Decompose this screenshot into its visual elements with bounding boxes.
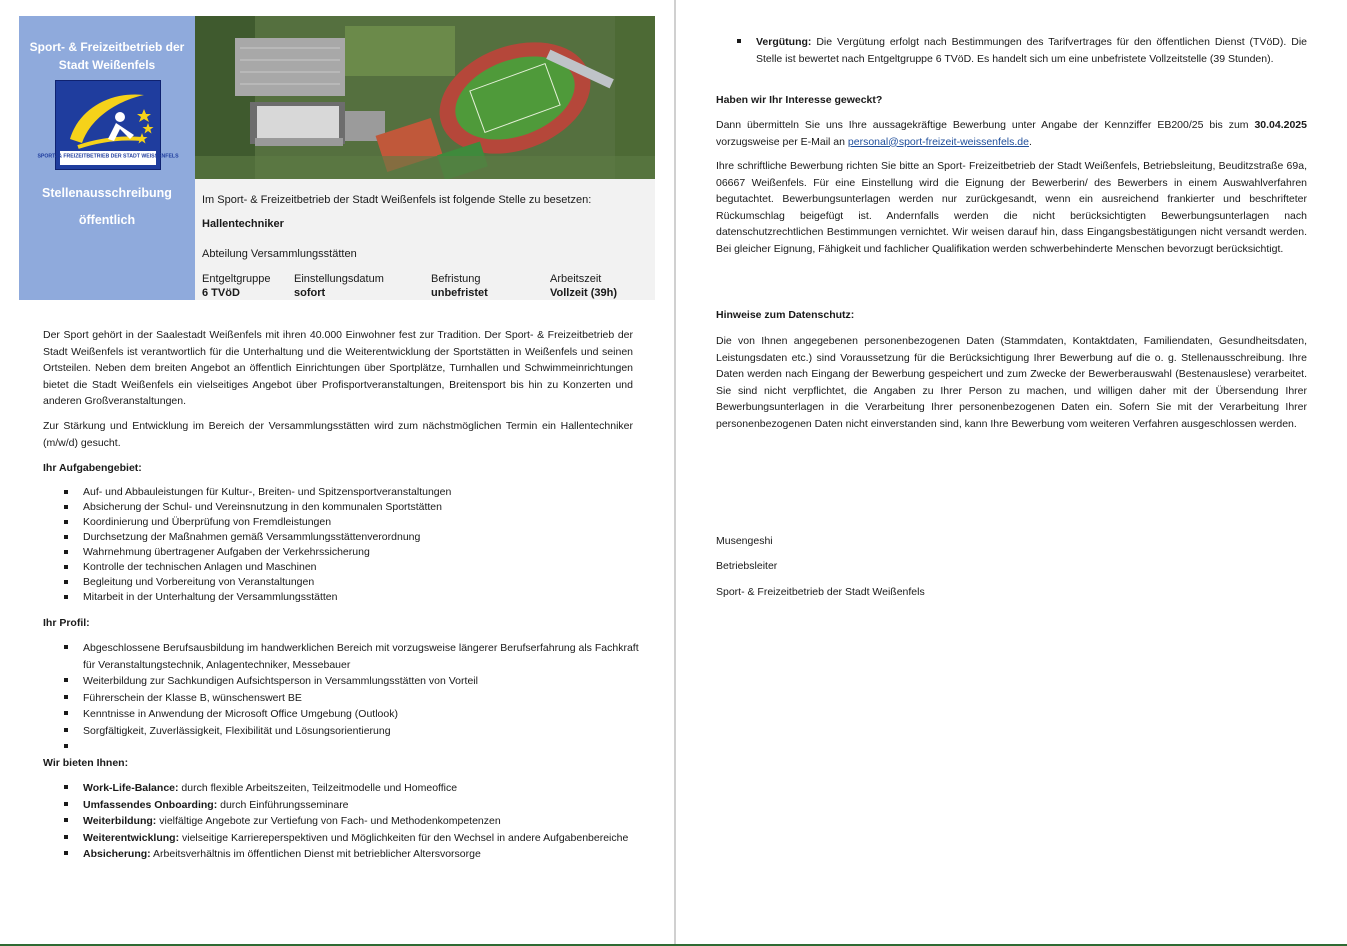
fact-limitation <box>431 272 488 300</box>
offer-text: vielfältige Angebote zur Vertiefung von Fach- und Methodenkompetenzen <box>156 815 501 827</box>
logo-graphic <box>37 81 179 169</box>
offer-text: durch Einführungsseminare <box>217 798 349 811</box>
fact-value: 6 TVöD <box>202 287 240 299</box>
job-department: Abteilung Versammlungsstätten <box>202 248 357 260</box>
tasks-list <box>43 485 643 605</box>
org-name: Sport- & Freizeitbetrieb der Stadt Weißenfels <box>29 40 185 72</box>
fact-label: Befristung <box>431 273 481 285</box>
page-left <box>0 0 674 944</box>
job-info-box <box>195 179 655 300</box>
signature-org: Sport- & Freizeitbetrieb der Stadt Weißenfels <box>716 586 925 598</box>
list-item: Abgeschlossene Berufsausbildung im handwerklichen Bereich mit vorzugsweise längerer Berufserfahrung als Fachkraft für Veranstaltungstechnik, Anlagentechniker, Messebauer <box>43 640 643 673</box>
offer-text: durch flexible Arbeitszeiten, Teilzeitmodelle und Homeoffice <box>178 782 458 794</box>
vacancy-paragraph: Zur Stärkung und Entwicklung im Bereich der Versammlungsstätten wird zum nächstmöglichen Termin ein Hallentechniker (m/w/d) gesucht. <box>43 420 633 449</box>
fact-value: Vollzeit (39h) <box>550 287 618 299</box>
email-link[interactable]: personal@sport-freizeit-weissenfels.de <box>847 135 1029 148</box>
pay-label: Vergütung: <box>756 36 812 48</box>
list-item: Absicherung der Schul- und Vereinsnutzung in den kommunalen Sportstätten <box>43 500 643 515</box>
privacy-heading: Hinweise zum Datenschutz: <box>716 309 855 321</box>
posting-type-line1: Stellenausschreibung <box>42 186 172 200</box>
privacy-paragraph: Die von Ihnen angegebenen personenbezogenen Daten (Stammdaten, Kontaktdaten, Familiendaten, Gesundheitsdaten, Leistungsdaten etc.) sind Voraussetzung für die Berücksichtigung Ihrer Bewerbung auf die o. g. Stellenausschreibung. Ihre Daten werden nach Eingang der Bewerbung gespeichert und zum Zwecke der Bewerberauswahl (Bestenauslese) verarbeitet. Sie sind nicht verpflichtet, die Angaben zu Ihrer Person zu machen, und willigen daher mit der Übersendung Ihrer Bewerbungsunterlagen in die Verarbeitung Ihrer personenbezogenen Daten ein. Sofern Sie mit der Verarbeitung Ihrer personenbezogenen Daten nicht einverstanden sind, kann Ihre Bewerbung vom weiteren Verfahren ausgeschlossen werden. <box>716 335 1307 430</box>
list-item: Sorgfältigkeit, Zuverlässigkeit, Flexibilität und Lösungsorientierung <box>43 723 643 740</box>
offer-label: Work-Life-Balance: <box>83 782 179 794</box>
offer-label: Absicherung: <box>83 848 151 860</box>
list-item: Mitarbeit in der Unterhaltung der Versammlungsstätten <box>43 590 643 605</box>
list-item <box>43 813 633 830</box>
job-title: Hallentechniker <box>202 218 284 230</box>
list-item: Kontrolle der technischen Anlagen und Maschinen <box>43 560 643 575</box>
fact-value: unbefristet <box>431 287 488 299</box>
list-item: Begleitung und Vorbereitung von Veranstaltungen <box>43 575 643 590</box>
offer-text: vielseitige Karriereperspektiven und Möglichkeiten für den Wechsel in andere Aufgabenbereiche <box>179 831 629 844</box>
list-item: Weiterbildung zur Sachkundigen Aufsichtsperson in Versammlungsstätten von Vorteil <box>43 673 643 690</box>
pay-list <box>716 34 1307 67</box>
list-item: Auf- und Abbauleistungen für Kultur-, Breiten- und Spitzensportveranstaltungen <box>43 485 643 500</box>
list-item <box>43 780 633 797</box>
job-intro: Im Sport- & Freizeitbetrieb der Stadt Weißenfels ist folgende Stelle zu besetzen: <box>202 194 592 206</box>
apply-deadline: 30.04.2025 <box>1254 119 1307 131</box>
fact-value: sofort <box>294 287 326 299</box>
offer-label: Umfassendes Onboarding: <box>83 798 218 811</box>
offer-label: Weiterbildung: <box>83 815 157 827</box>
list-item: Durchsetzung der Maßnahmen gemäß Versammlungsstättenverordnung <box>43 530 643 545</box>
apply-paragraph <box>716 117 1307 150</box>
signature-name: Musengeshi <box>716 535 773 547</box>
list-item: Wahrnehmung übertragener Aufgaben der Verkehrssicherung <box>43 545 643 560</box>
interest-heading: Haben wir Ihr Interesse geweckt? <box>716 94 883 106</box>
signature-role: Betriebsleiter <box>716 560 778 572</box>
fact-label: Entgeltgruppe <box>202 273 271 285</box>
list-item <box>43 830 633 847</box>
fact-working-hours <box>550 272 617 300</box>
apply-text-2: vorzugsweise per E-Mail an <box>716 135 848 148</box>
tasks-heading: Ihr Aufgabengebiet: <box>43 462 142 474</box>
profile-list <box>43 640 643 756</box>
list-item <box>43 846 633 863</box>
page-right <box>676 0 1347 944</box>
header-panel <box>19 16 195 300</box>
offers-heading: Wir bieten Ihnen: <box>43 757 129 769</box>
list-item: Koordinierung und Überprüfung von Fremdleistungen <box>43 515 643 530</box>
pay-text: Die Vergütung erfolgt nach Bestimmungen des Tarifvertrages für den öffentlichen Dienst (TVöD). Die Stelle ist bewertet nach Entgeltgruppe 6 TVöD. Es handelt sich um eine unbefristete Vollzeitstelle (39 Stunden). <box>756 36 1307 65</box>
list-item: Kenntnisse in Anwendung der Microsoft Office Umgebung (Outlook) <box>43 706 643 723</box>
profile-heading: Ihr Profil: <box>43 617 90 629</box>
intro-paragraph: Der Sport gehört in der Saalestadt Weißenfels mit ihren 40.000 Einwohner fest zur Tradition. Der Sport- & Freizeitbetrieb der Stadt Weißenfels ist verantwortlich für die Unterhaltung und die Weiterentwicklung der Sportstätten in Weißenfels und seinen Ortsteilen. Neben dem breiten Angebot an öffentlich Einrichtungen über Sportplätze, Turnhallen und Schwimmeinrichtungen bietet die Stadt Weißenfels ein vielseitiges Angebot über Profisportveranstaltungen, Breitensport bis hin zu Konzerten und anderen Großveranstaltungen. <box>43 329 633 408</box>
logo-text: SPORT- & FREIZEITBETRIEB DER STADT WEISSENFELS <box>37 153 179 160</box>
offer-text: Arbeitsverhältnis im öffentlichen Dienst mit betrieblicher Altersvorsorge <box>150 848 481 860</box>
fact-label: Arbeitszeit <box>550 273 602 285</box>
list-item <box>43 739 643 756</box>
offers-list <box>43 780 633 863</box>
postal-paragraph: Ihre schriftliche Bewerbung richten Sie bitte an Sport- Freizeitbetrieb der Stadt Weißenfels, Betriebsleitung, Beuditzstraße 69a, 06667 Weißenfels. Für eine Einstellung wird die Eignung der Bewerberin/ des Bewerbers in einem Auswahlverfahren begutachtet. Bewerbungsunterlagen werden nur zurückgesandt, wenn ein ausreichend frankierter und beschrifteter Rückumschlag beigefügt ist. Andernfalls werden die nicht berücksichtigten Bewerbungsunterlagen nach datenschutzrechtlichen Bestimmungen vernichtet. Wir weisen darauf hin, dass Eingangsbestätigungen nicht versandt werden. Bei gleicher Eignung, Fähigkeit und fachlicher Qualifikation werden schwerbehinderte Menschen bevorzugt berücksichtigt. <box>716 160 1307 255</box>
list-item: Führerschein der Klasse B, wünschenswert BE <box>43 690 643 707</box>
fact-pay-grade <box>202 272 271 300</box>
apply-text-end: . <box>1028 135 1032 148</box>
apply-text: Dann übermitteln Sie uns Ihre aussagekräftige Bewerbung unter Angabe der Kennziffer EB200/25 bis zum <box>716 119 1255 131</box>
list-item <box>43 797 633 814</box>
fact-start-date <box>294 272 384 300</box>
posting-type-line2: öffentlich <box>78 213 136 227</box>
list-item <box>716 34 1307 67</box>
offer-label: Weiterentwicklung: <box>83 831 180 844</box>
fact-label: Einstellungsdatum <box>294 273 384 285</box>
organization-logo <box>37 80 179 170</box>
aerial-photo-stadium <box>195 16 655 179</box>
posting-type <box>19 180 195 234</box>
